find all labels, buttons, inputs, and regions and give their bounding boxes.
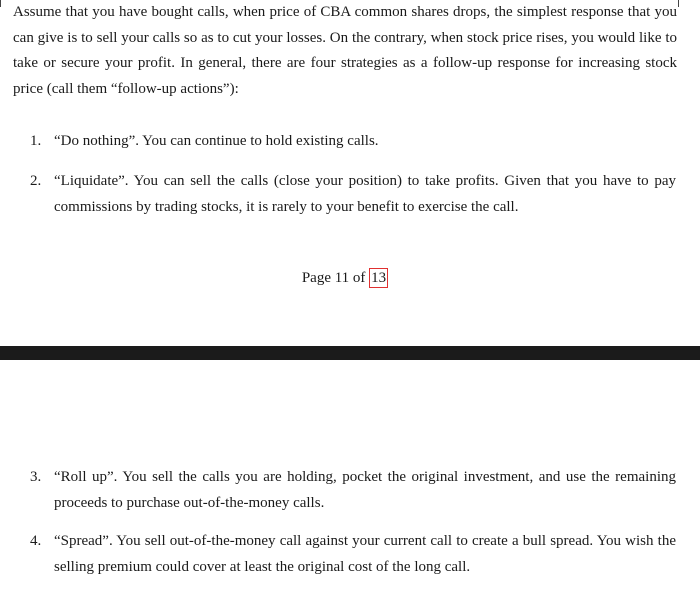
document-page-bottom <box>0 360 700 598</box>
list-item-number: 3. <box>30 469 42 485</box>
list-item-text: “Do nothing”. You can continue to hold existing calls. <box>54 133 379 149</box>
list-item-text: “Spread”. You sell out-of-the-money call against your current call to create a bull spread. You wish the selling premium could cover at least the original cost of the long call. <box>54 533 676 575</box>
page-separator <box>0 346 700 360</box>
list-item-text: “Roll up”. You sell the calls you are holding, pocket the original investment, and use the remaining proceeds to purchase out-of-the-money calls. <box>54 469 676 511</box>
list-item-number: 4. <box>30 533 42 549</box>
intro-paragraph: Assume that you have bought calls, when price of CBA common shares drops, the simplest response that you can give is to sell your calls so as to cut your losses. On the contrary, when stock price rises, you would like to take or secure your profit. In general, there are four strategies as a follow-up response for increasing stock price (call them “follow-up actions”): <box>13 4 677 97</box>
page-number <box>0 268 690 288</box>
list-item <box>30 129 676 155</box>
page-total-link[interactable]: 13 <box>371 270 387 286</box>
list-item <box>30 465 676 516</box>
list-item <box>30 529 676 580</box>
list-item <box>30 169 676 220</box>
list-item-number: 1. <box>30 133 42 149</box>
page-number-label: Page 11 of <box>301 270 366 286</box>
list-item-text: “Liquidate”. You can sell the calls (close your position) to take profits. Given that you have to pay commissions by trading stocks, it is rarely to your benefit to exercise the call. <box>54 173 676 215</box>
list-item-number: 2. <box>30 173 42 189</box>
